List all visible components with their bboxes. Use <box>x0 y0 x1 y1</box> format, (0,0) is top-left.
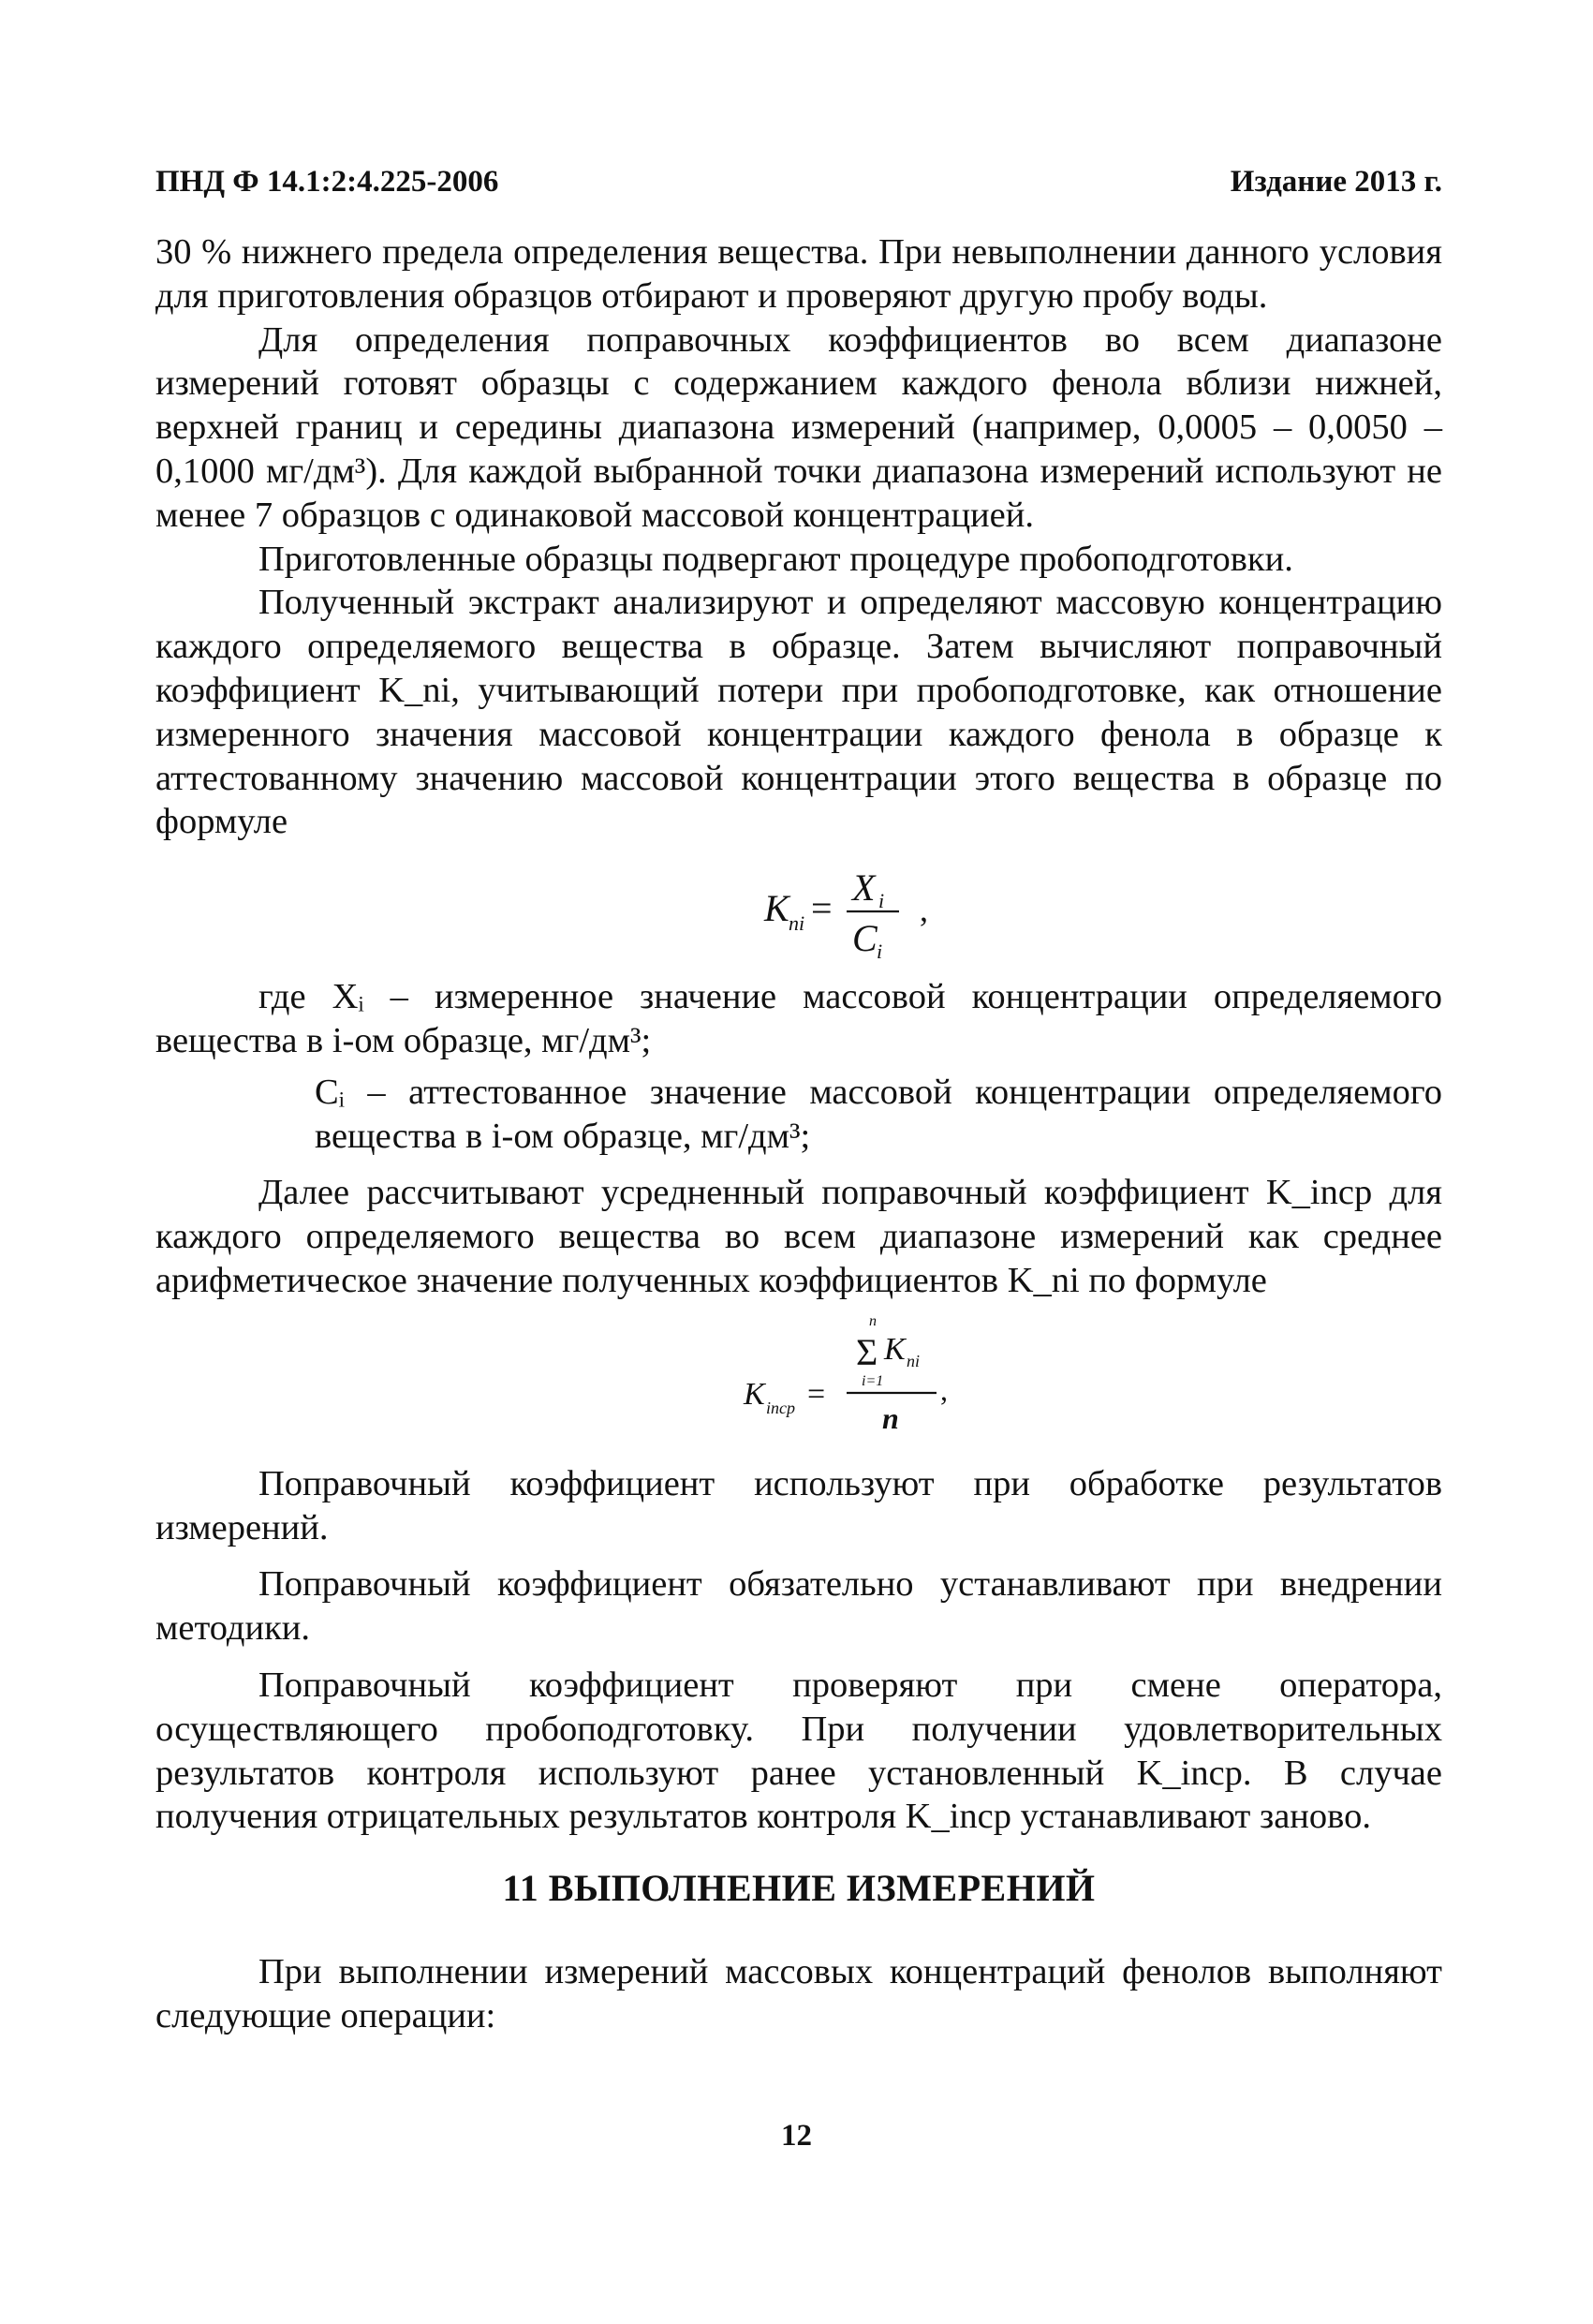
page-header <box>155 165 1442 200</box>
paragraph-extract-analysis: Полученный экстракт анализируют и определяют массовую концентрацию каждого определяемого вещества в образце. Затем вычисляют поправочный коэффициент K_ni, учитывающий потери при пробоподготовке, как отношение измеренного значения массовой концентрации каждого фенола в образце к аттестованному значению массовой концентрации этого вещества в образце по формуле <box>155 583 1442 842</box>
formula-kni-lhs-sub: ni <box>789 911 805 936</box>
paragraph-factor-mandatory: Поправочный коэффициент обязательно устанавливают при внедрении методики. <box>155 1564 1442 1649</box>
section-heading: 11 ВЫПОЛНЕНИЕ ИЗМЕРЕНИЙ <box>502 1867 1096 1910</box>
formula-kincp-sum-lower: i=1 <box>862 1372 884 1389</box>
page-number: 12 <box>781 2119 812 2153</box>
paragraph-factor-check: Поправочный коэффициент проверяют при смене оператора, осуществляющего пробоподготовку. При получении удовлетворительных результатов контроля используют ранее установленный K_inср. В случае получения отрицательных результатов контроля K_inср устанавливают заново. <box>155 1665 1442 1837</box>
paragraph-average-factor: Далее рассчитывают усредненный поправочный коэффициент K_inср для каждого определяемого вещества во всем диапазоне измерений как среднее арифметическое значение полученных коэффициентов K_ni по формуле <box>155 1173 1442 1300</box>
formula-kincp-sum-upper: n <box>869 1312 877 1329</box>
formula-kni-numerator: X <box>852 866 876 910</box>
paragraph-factor-usage: Поправочный коэффициент используют при обработке результатов измерений. <box>155 1463 1442 1547</box>
formula-kni-numerator-sub: i <box>878 889 885 913</box>
formula-kincp-sum-sign: Σ <box>856 1330 878 1373</box>
formula-kni-denominator: C <box>852 917 878 960</box>
paragraph-continuation: 30 % нижнего предела определения вещества. При невыполнении данного условия для приготовления образцов отбирают и проверяют другую пробу воды. <box>155 232 1442 316</box>
formula-kni-graphic <box>155 844 1442 975</box>
document-code: ПНД Ф 14.1:2:4.225-2006 <box>155 165 499 199</box>
definition-ci: Cᵢ – аттестованное значение массовой концентрации определяемого вещества в i-ом образце, мг/дм³; <box>315 1072 1442 1156</box>
formula-kni <box>155 844 1442 975</box>
formula-kincp-equals: = <box>807 1376 826 1412</box>
formula-kincp-lhs: K <box>744 1376 765 1412</box>
formula-kincp-graphic <box>155 1303 1442 1462</box>
formula-kincp-denominator: n <box>882 1400 899 1435</box>
formula-kincp-lhs-sub: incp <box>766 1398 795 1417</box>
edition-label: Издание 2013 г. <box>1230 165 1442 199</box>
paragraph-measurement-operations: При выполнении измерений массовых концентраций фенолов выполняют следующие операции: <box>155 1951 1442 2035</box>
formula-kincp-comma: , <box>940 1372 948 1407</box>
formula-kni-lhs: K <box>764 887 789 930</box>
paragraph-prepared-samples: Приготовленные образцы подвергают процедуре пробоподготовки. <box>258 539 1293 579</box>
formula-kincp <box>155 1303 1442 1462</box>
formula-kni-equals: = <box>811 887 833 930</box>
formula-kni-denominator-sub: i <box>877 940 883 964</box>
formula-kincp-sum-term-sub: ni <box>907 1351 921 1370</box>
definition-xi: где Xᵢ – измеренное значение массовой концентрации определяемого вещества в i-ом образце, мг/дм³; <box>155 977 1442 1060</box>
formula-kni-comma: , <box>920 891 928 929</box>
paragraph-correction-factors: Для определения поправочных коэффициентов во всем диапазоне измерений готовят образцы с содержанием каждого фенола вблизи нижней, верхней границ и середины диапазона измерений (например, 0,0005 – 0,0050 – 0,1000 мг/дм³). Для каждой выбранной точки диапазона измерений используют не менее 7 образцов с одинаковой массовой концентрацией. <box>155 319 1442 535</box>
body-text <box>155 230 1442 2038</box>
formula-kincp-sum-term: K <box>884 1331 906 1367</box>
